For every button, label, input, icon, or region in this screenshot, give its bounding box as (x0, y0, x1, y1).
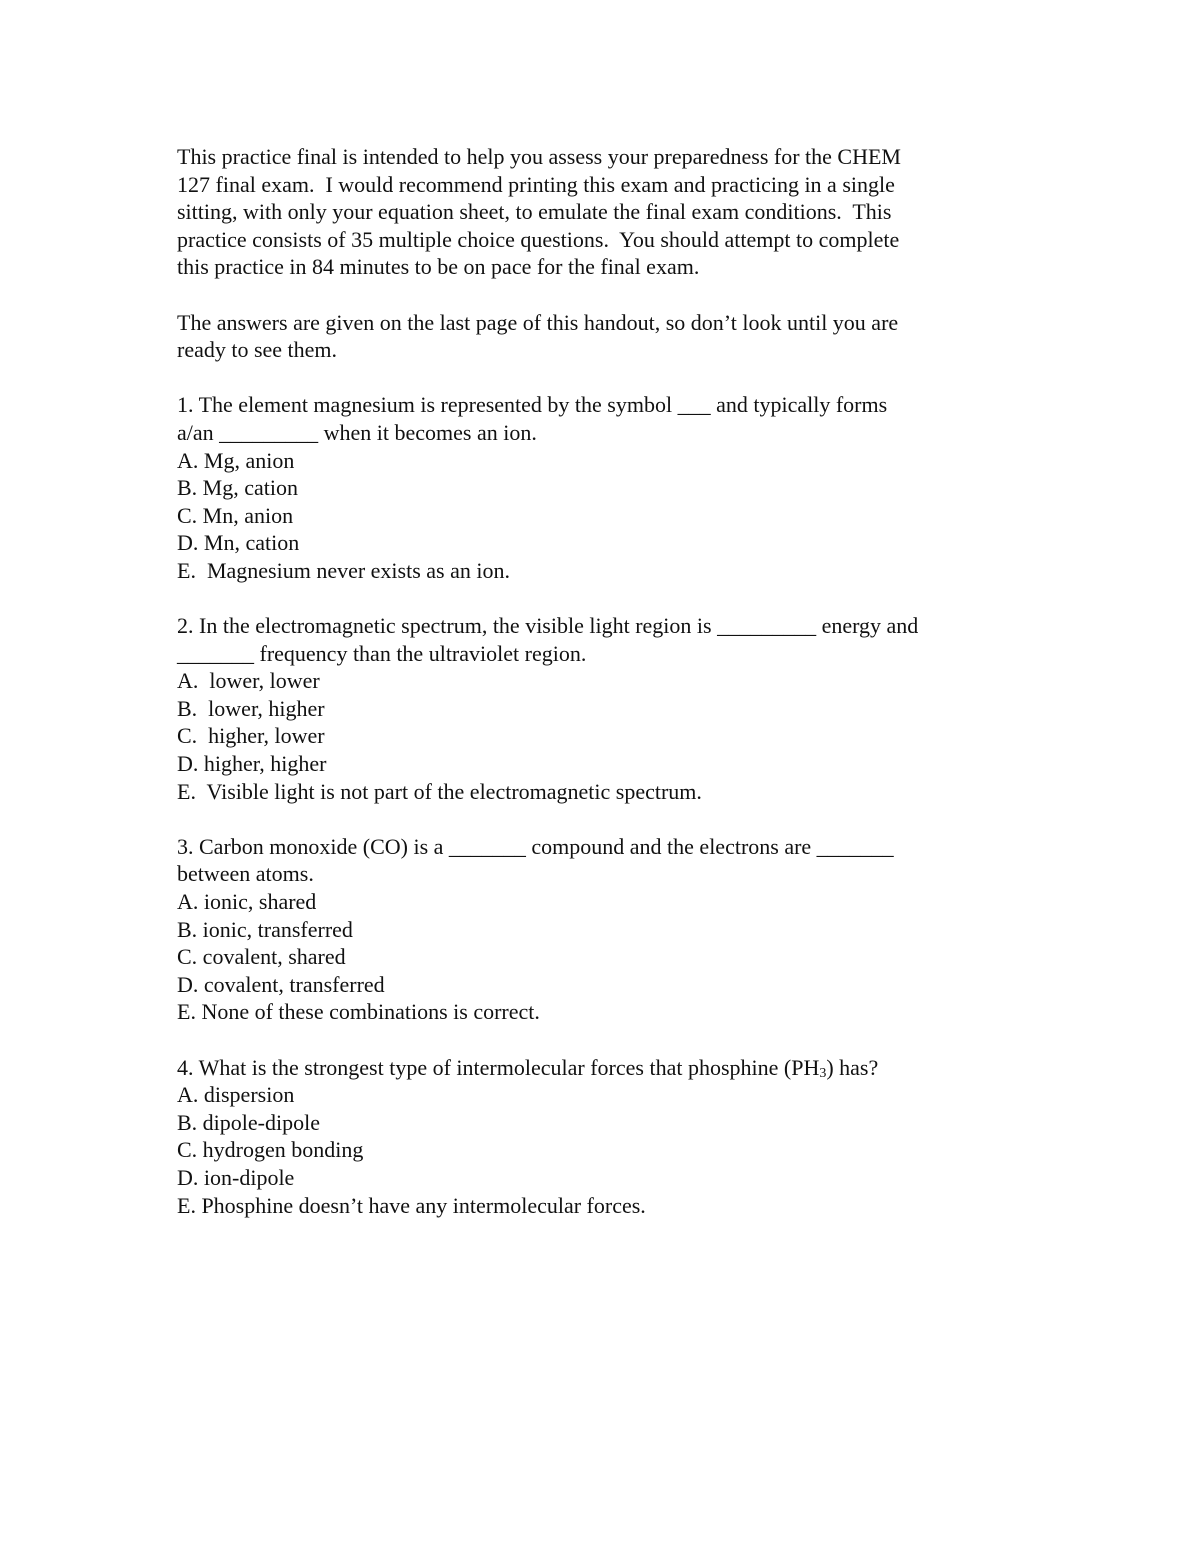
intro-line: this practice in 84 minutes to be on pace for the final exam. (177, 254, 700, 280)
answers-note-paragraph (177, 309, 1017, 364)
answer-option-d: D. covalent, transferred (177, 971, 385, 997)
intro-paragraph (177, 143, 1017, 281)
answer-option-e: E. Magnesium never exists as an ion. (177, 557, 510, 583)
question-stem-line: between atoms. (177, 861, 314, 887)
question-stem-line: 3. Carbon monoxide (CO) is a _______ compound and the electrons are _______ (177, 833, 894, 859)
intro-line: sitting, with only your equation sheet, to emulate the final exam conditions. This (177, 199, 892, 225)
document-page (177, 143, 1017, 1219)
question-stem-line (177, 1054, 1017, 1082)
answers-note-line: ready to see them. (177, 337, 338, 363)
answers-note-line: The answers are given on the last page of this handout, so don’t look until you are (177, 309, 899, 335)
answer-option-e: E. None of these combinations is correct. (177, 999, 540, 1025)
intro-line: practice consists of 35 multiple choice questions. You should attempt to complete (177, 226, 900, 252)
answer-option-b: B. ionic, transferred (177, 916, 353, 942)
answer-option-b: B. lower, higher (177, 695, 325, 721)
answer-option-d: D. Mn, cation (177, 530, 300, 556)
answer-option-e: E. Visible light is not part of the electromagnetic spectrum. (177, 778, 702, 804)
subscript-3: 3 (819, 1065, 827, 1081)
answer-option-a: A. Mg, anion (177, 447, 295, 473)
question-stem-line: _______ frequency than the ultraviolet region. (177, 640, 587, 666)
question-4 (177, 1054, 1017, 1220)
answer-option-c: C. hydrogen bonding (177, 1137, 364, 1163)
answer-option-a: A. lower, lower (177, 668, 320, 694)
question-stem-text: 4. What is the strongest type of intermolecular forces that phosphine (PH (177, 1054, 820, 1080)
intro-line: 127 final exam. I would recommend printing this exam and practicing in a single (177, 171, 895, 197)
question-stem-line: a/an _________ when it becomes an ion. (177, 419, 537, 445)
answer-option-c: C. Mn, anion (177, 502, 294, 528)
question-3 (177, 833, 1017, 1026)
paragraph-spacer (177, 281, 1017, 309)
question-2 (177, 612, 1017, 805)
answer-option-d: D. higher, higher (177, 751, 327, 777)
question-stem-text: ) has? (826, 1054, 879, 1080)
question-1 (177, 391, 1017, 584)
intro-line: This practice final is intended to help you assess your preparedness for the CHEM (177, 144, 901, 169)
answer-option-c: C. covalent, shared (177, 944, 346, 970)
answer-option-e: E. Phosphine doesn’t have any intermolecular forces. (177, 1192, 646, 1218)
question-stem-line: 1. The element magnesium is represented by the symbol ___ and typically forms (177, 392, 888, 418)
answer-option-a: A. dispersion (177, 1082, 295, 1108)
paragraph-spacer (177, 585, 1017, 613)
paragraph-spacer (177, 1026, 1017, 1054)
answer-option-d: D. ion-dipole (177, 1164, 295, 1190)
answer-option-b: B. Mg, cation (177, 475, 298, 501)
paragraph-spacer (177, 805, 1017, 833)
answer-option-a: A. ionic, shared (177, 889, 317, 915)
answer-option-c: C. higher, lower (177, 723, 325, 749)
answer-option-b: B. dipole-dipole (177, 1109, 320, 1135)
paragraph-spacer (177, 364, 1017, 392)
question-stem-line: 2. In the electromagnetic spectrum, the visible light region is _________ energy and (177, 613, 919, 639)
